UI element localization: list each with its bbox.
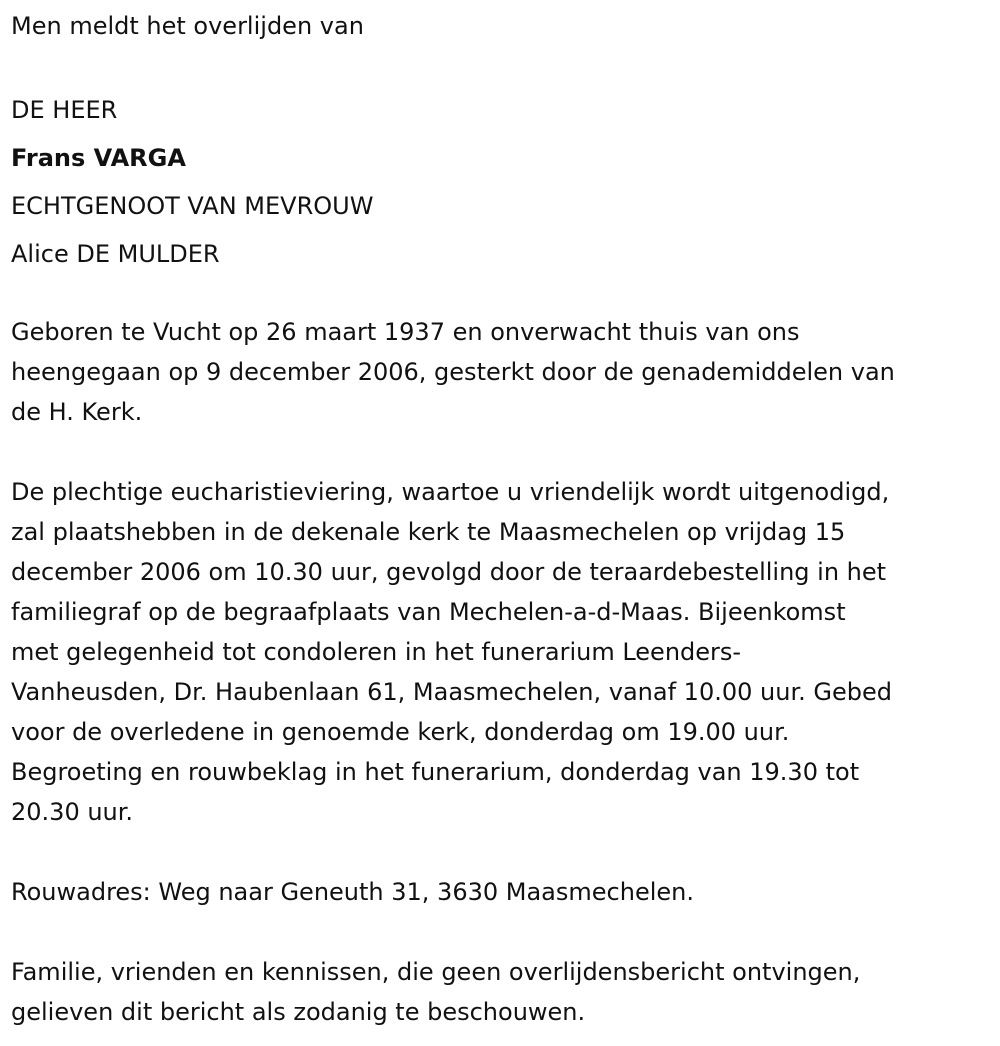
ceremony-line: voor de overledene in genoemde kerk, donderdag om 19.00 uur. (11, 718, 790, 746)
ceremony-line: Begroeting en rouwbeklag in het funerarium, donderdag van 19.30 tot (11, 758, 860, 786)
deceased-name: Frans VARGA (11, 144, 186, 172)
ceremony-paragraph (11, 472, 991, 832)
ceremony-line: Vanheusden, Dr. Haubenlaan 61, Maasmechelen, vanaf 10.00 uur. Gebed (11, 678, 892, 706)
relation-text: ECHTGENOOT VAN MEVROUW (11, 192, 374, 220)
birth-line: heengegaan op 9 december 2006, gesterkt door de genademiddelen van (11, 358, 895, 386)
address-paragraph (11, 872, 991, 912)
closing-line: Familie, vrienden en kennissen, die geen overlijdensbericht ontvingen, (11, 958, 861, 986)
ceremony-line: 20.30 uur. (11, 798, 134, 826)
birth-line: de H. Kerk. (11, 398, 143, 426)
deceased-block (11, 86, 991, 278)
death-announcement (11, 0, 991, 1032)
birth-line: Geboren te Vucht op 26 maart 1937 en onverwacht thuis van ons (11, 318, 800, 346)
ceremony-line: familiegraf op de begraafplaats van Mechelen-a-d-Maas. Bijeenkomst (11, 598, 846, 626)
ceremony-line: december 2006 om 10.30 uur, gevolgd door de teraardebestelling in het (11, 558, 887, 586)
mourning-address: Rouwadres: Weg naar Geneuth 31, 3630 Maasmechelen. (11, 878, 694, 906)
birth-paragraph (11, 312, 991, 432)
ceremony-line: De plechtige eucharistieviering, waartoe u vriendelijk wordt uitgenodigd, (11, 478, 890, 506)
closing-paragraph (11, 952, 991, 1032)
intro-text (11, 6, 991, 46)
intro-line: Men meldt het overlijden van (11, 12, 364, 40)
spouse-name: Alice DE MULDER (11, 240, 220, 268)
honorific: DE HEER (11, 96, 118, 124)
ceremony-line: zal plaatshebben in de dekenale kerk te Maasmechelen op vrijdag 15 (11, 518, 846, 546)
closing-line: gelieven dit bericht als zodanig te beschouwen. (11, 998, 586, 1026)
ceremony-line: met gelegenheid tot condoleren in het funerarium Leenders- (11, 638, 742, 666)
